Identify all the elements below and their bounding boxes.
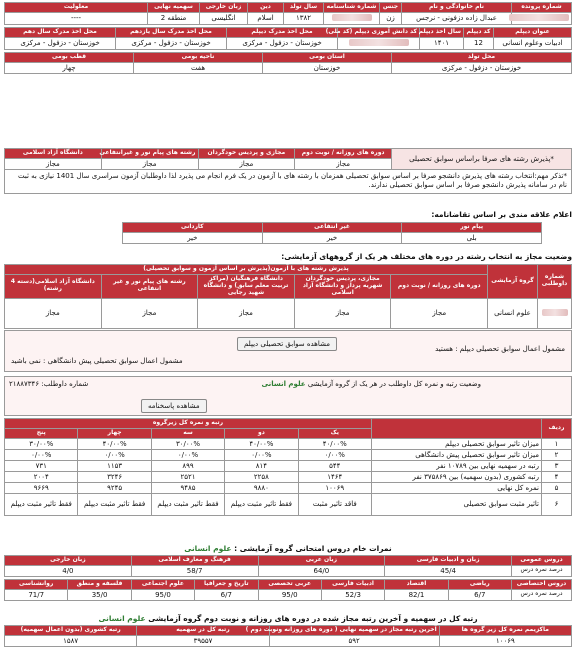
- score-cell: ۴۰/۰۰%: [225, 438, 298, 449]
- status-exam-number: [538, 298, 572, 328]
- score-cell: ۷۳۱: [5, 460, 78, 471]
- diploma-table: [4, 27, 572, 50]
- status-azad: مجاز: [5, 298, 102, 328]
- score-cell: ۰/۰۰%: [225, 449, 298, 460]
- accepted-payamnoor: مجاز: [101, 158, 198, 169]
- status-title: وضعیت مجاز به انتخاب رشته در دوره های مختلف هر یک از گروههای آزمایشی:: [281, 252, 572, 261]
- exam-number-label: شماره داوطلب:: [41, 380, 89, 388]
- foreign-language: انگلیسی: [200, 12, 248, 24]
- score-cell: ۴۰/۰۰%: [298, 438, 371, 449]
- id-number: [324, 12, 380, 24]
- exam-number-value: ۲۱۸۸۷۳۴۶: [9, 380, 40, 388]
- raw-arabic-special: 95/0: [258, 589, 321, 600]
- col-diploma-year: سال اخذ دیپلم: [420, 27, 464, 37]
- native-province: خوزستان: [263, 62, 392, 73]
- final-title-text: رتبه کل در سهمیه و آخرین رتبه مجاز شده در دوره های روزانه و نوبت دوم گروه آزمایشی: [148, 614, 478, 623]
- col-national-rank: رتبه کشوری (بدون اعمال سهمیه): [5, 626, 137, 636]
- score-row-number: ۴: [542, 471, 572, 482]
- accepted-section: [4, 148, 572, 194]
- score-cell: ۳۲۴۶: [78, 471, 151, 482]
- col-islamic: فرهنگ و معارف اسلامی: [131, 556, 258, 566]
- score-row-label: رتبه در سهمیه نهایی بین ۱۰۷۸۹ نفر: [372, 460, 542, 471]
- interest-value-row: [123, 232, 542, 243]
- col-sub3: سه: [151, 428, 224, 438]
- score-cell: ۱۴۶۴: [298, 471, 371, 482]
- score-row: [5, 471, 572, 482]
- col-score-description: [372, 419, 542, 439]
- raw-philosophy: 35/0: [68, 589, 131, 600]
- score-cell: ۰/۰۰%: [298, 449, 371, 460]
- col-row-number: ردیف: [542, 419, 572, 439]
- accepted-table: [4, 148, 572, 170]
- accepted-daytime: مجاز: [295, 158, 392, 169]
- score-row-label: تاثیر مثبت سوابق تحصیلی: [372, 494, 542, 516]
- col-azad: دانشگاه آزاد اسلامی: [5, 149, 102, 159]
- profile-section: [4, 2, 572, 74]
- col-gender: جنس: [380, 3, 402, 13]
- col-disability: معلولیت: [5, 3, 148, 13]
- history-section: [4, 330, 572, 372]
- quota-rank: ۳۹۵۵۷: [137, 635, 269, 646]
- raw-section: [4, 544, 572, 601]
- col-payamnoor: رشته های پیام نور و غیرانتفاعی: [101, 149, 198, 159]
- diploma-header-row: [5, 27, 572, 37]
- raw-title-group: علوم انسانی: [184, 544, 232, 553]
- col-birth-place: محل تولد: [392, 52, 572, 62]
- raw-arabic: 64/0: [258, 565, 385, 576]
- view-answer-sheet-wrap: [141, 399, 207, 413]
- col-persian: زبان و ادبیات فارسی: [385, 556, 512, 566]
- raw-special-row-label: درصد نمره درس: [512, 589, 572, 600]
- col-economics: اقتصاد: [385, 579, 448, 589]
- scores-super-row: [5, 419, 572, 429]
- birth-year: ۱۳۸۲: [284, 12, 324, 24]
- status-virtual: مجاز: [294, 298, 391, 328]
- status-table: [4, 264, 572, 329]
- col-religion: دین: [248, 3, 284, 13]
- col-sub5: پنج: [5, 428, 78, 438]
- diploma-title: ادبیات وعلوم انسانی: [494, 37, 572, 49]
- final-table: [4, 625, 572, 647]
- col-social: علوم اجتماعی: [131, 579, 194, 589]
- score-row-label: رتبه کشوری (بدون سهمیه) بین ۳۷۵۸۶۹ نفر: [372, 471, 542, 482]
- religion: اسلام: [248, 12, 284, 24]
- col-native-region: ناحیه بومی: [134, 52, 263, 62]
- raw-special-label: دروس اختصاصی: [512, 579, 572, 589]
- col-diploma-title: عنوان دیپلم: [494, 27, 572, 37]
- scores-caption-group: علوم انسانی: [261, 380, 306, 388]
- score-row-number: ۲: [542, 449, 572, 460]
- score-cell: ۰/۰۰%: [78, 449, 151, 460]
- col-interest-payamnoor: پیام نور: [402, 223, 542, 233]
- file-number: [512, 12, 572, 24]
- score-row-number: ۶: [542, 494, 572, 516]
- raw-literature: 52/3: [321, 589, 384, 600]
- interest-payamnoor: بلی: [402, 232, 542, 243]
- col-daytime: دوره های روزانه / نوبت دوم: [295, 149, 392, 159]
- score-cell: فاقد تاثیر مثبت: [298, 494, 371, 516]
- raw-special-header-row: [5, 579, 572, 589]
- exam-number-wrap: [9, 380, 88, 388]
- col-native-province: استان بومی: [263, 52, 392, 62]
- raw-general-value-row: [5, 565, 572, 576]
- col-status-payamnoor: رشته های پیام نور و غیر انتفاعی: [101, 274, 198, 298]
- diploma-place: خوزستان - دزفول - مرکزی: [227, 37, 338, 49]
- national-rank: ۱۵۸۷: [5, 635, 137, 646]
- scores-table: [4, 418, 572, 516]
- score-cell: ۰/۰۰%: [5, 449, 78, 460]
- score-cell: ۱۰۰۶۹: [298, 482, 371, 493]
- score-row-label: نمره کل نهایی: [372, 482, 542, 493]
- score-rows: [5, 438, 572, 515]
- accepted-label: *پذیرش رشته های صرفا براساس سوابق تحصیلی: [392, 149, 572, 170]
- col-philosophy: فلسفه و منطق: [68, 579, 131, 589]
- interest-section: [4, 210, 572, 244]
- interest-table: [122, 222, 542, 244]
- profile-table: [4, 2, 572, 25]
- col-history-geo: تاریخ و جغرافیا: [195, 579, 258, 589]
- final-section: [4, 614, 572, 647]
- status-super-header: پذیرش رشته های با آزمون(پذیرش بر اساس آزمون و سوابق تحصیلی): [5, 265, 488, 275]
- raw-foreign: 4/0: [5, 565, 132, 576]
- final-header-row: [5, 626, 572, 636]
- score-cell: فقط تاثیر مثبت دیپلم: [151, 494, 224, 516]
- raw-general-header-row: [5, 556, 572, 566]
- score-cell: فقط تاثیر مثبت دیپلم: [78, 494, 151, 516]
- raw-islamic: 58/7: [131, 565, 258, 576]
- score-cell: ۳۰/۰۰%: [151, 438, 224, 449]
- native-pole: چهار: [5, 62, 134, 73]
- score-row: [5, 494, 572, 516]
- preuni-history-label: مشمول اعمال سوابق تحصیلی پیش دانشگاهی :: [43, 357, 183, 365]
- score-cell: ۲۰۰۴: [5, 471, 78, 482]
- diploma-history-label: مشمول اعمال سوابق تحصیلی دیپلم :: [455, 345, 565, 353]
- raw-title-prefix: نمرات خام دروس امتحانی گروه آزمایشی :: [234, 544, 392, 553]
- score-cell: ۴۰/۰۰%: [78, 438, 151, 449]
- score-cell: ۰/۰۰%: [151, 449, 224, 460]
- score-row: [5, 449, 572, 460]
- status-exam-group: علوم انسانی: [488, 298, 538, 328]
- status-super-row: [5, 265, 572, 275]
- raw-math: 6/7: [448, 589, 511, 600]
- col-interest-nonprofit: غیر انتفاعی: [262, 223, 402, 233]
- raw-general-table: [4, 555, 572, 577]
- col-quota-rank: رتبه کل در سهمیه: [137, 626, 269, 636]
- score-row-number: ۱: [542, 438, 572, 449]
- col-literature: ادبیات فارسی: [321, 579, 384, 589]
- col-arabic-special: عربی تخصصی: [258, 579, 321, 589]
- final-value-row: [5, 635, 572, 646]
- raw-social: 95/0: [131, 589, 194, 600]
- scores-caption: [4, 376, 572, 416]
- native-region: هفت: [134, 62, 263, 73]
- profile-header-row: [5, 3, 572, 13]
- col-sub2: دو: [225, 428, 298, 438]
- raw-history-geo: 6/7: [195, 589, 258, 600]
- col-sub4: چهار: [78, 428, 151, 438]
- status-section: [4, 252, 572, 329]
- scores-super-header: رتبه و نمره کل زیرگروه: [5, 419, 372, 429]
- col-interest-associate: کاردانی: [123, 223, 263, 233]
- score-row-label: میزان تاثیر سوابق تحصیلی دیپلم: [372, 438, 542, 449]
- col-student-code: کد دانش آموزی دیپلم (کد ملی): [338, 27, 420, 37]
- col-10th-place: محل اخذ مدرک سال دهم: [5, 27, 116, 37]
- score-cell: ۵۴۴: [298, 460, 371, 471]
- score-cell: ۹۲۴۵: [78, 482, 151, 493]
- max-score: ۱۰۰۶۹: [439, 635, 571, 646]
- raw-general-row-label: درصد نمره درس: [512, 565, 572, 576]
- profile-value-row: [5, 12, 572, 24]
- interest-title: اعلام علاقه مندی بر اساس تقاضانامه:: [431, 210, 572, 219]
- col-id-number: شماره شناسنامه: [324, 3, 380, 13]
- native-header-row: [5, 52, 572, 62]
- diploma-year: ۱۴۰۱: [420, 37, 464, 49]
- status-payamnoor: مجاز: [101, 298, 198, 328]
- score-row-number: ۳: [542, 460, 572, 471]
- full-name: عبدال زاده دزفونی - نرجس: [402, 12, 512, 24]
- status-value-row: [5, 298, 572, 328]
- birth-place: خوزستان - دزفول - مرکزی: [392, 62, 572, 73]
- col-math: ریاضی: [448, 579, 511, 589]
- score-row: [5, 460, 572, 471]
- diploma-history-value: هستید: [435, 345, 453, 353]
- accepted-virtual: مجاز: [198, 158, 295, 169]
- native-table: [4, 52, 572, 74]
- preuni-history-value: نمی باشید: [11, 357, 41, 365]
- col-status-virtual: مجازی، پردیس خودگردان شهریه پرداز و دانشگاه آزاد اسلامی: [294, 274, 391, 298]
- score-row: [5, 482, 572, 493]
- final-quota: منطقه 2: [148, 12, 200, 24]
- scores-caption-label: وضعیت رتبه و نمره کل داوطلب در هر یک از گروه آزمایشی: [307, 380, 481, 388]
- raw-title: [4, 544, 572, 553]
- diploma-history-status: [435, 345, 565, 353]
- score-cell: ۸۱۴: [225, 460, 298, 471]
- col-psychology: روانشناسی: [5, 579, 68, 589]
- interest-associate: خیر: [123, 232, 263, 243]
- col-virtual: مجازی و پردیس خودگردان: [198, 149, 295, 159]
- score-cell: ۲۲۵۸: [225, 471, 298, 482]
- score-cell: ۹۶۶۹: [5, 482, 78, 493]
- col-foreign: زبان خارجی: [5, 556, 132, 566]
- col-file-number: شماره پرونده: [512, 3, 572, 13]
- view-diploma-history-button[interactable]: مشاهده سوابق تحصیلی دیپلم: [237, 337, 337, 351]
- col-exam-number: شماره داوطلبی: [538, 265, 572, 299]
- status-farhangian: مجاز: [198, 298, 295, 328]
- final-title: [4, 614, 572, 623]
- col-last-rank: آخرین رتبه مجاز در سهمیه نهایی ( دوره های روزانه ونوبت دوم ): [269, 626, 439, 636]
- col-native-pole: قطب بومی: [5, 52, 134, 62]
- raw-special-table: [4, 579, 572, 601]
- score-cell: ۹۸۸۰: [225, 482, 298, 493]
- view-diploma-history-wrap: [237, 337, 337, 351]
- status-daytime: مجاز: [391, 298, 488, 328]
- diploma-code: 12: [464, 37, 494, 49]
- 10th-place: خوزستان - دزفول - مرکزی: [5, 37, 116, 49]
- accepted-azad: مجاز: [5, 158, 102, 169]
- preuni-history-status: [11, 357, 183, 365]
- raw-psychology: 71/7: [5, 589, 68, 600]
- score-row-label: میزان تاثیر سوابق تحصیلی پیش دانشگاهی: [372, 449, 542, 460]
- col-foreign-language: زبان خارجی: [200, 3, 248, 13]
- col-sub1: یک: [298, 428, 371, 438]
- raw-general-label: دروس عمومی: [512, 556, 572, 566]
- raw-economics: 82/1: [385, 589, 448, 600]
- col-status-daytime: دوره های روزانه / نوبت دوم: [391, 274, 488, 298]
- col-final-quota: سهمیه نهایی: [148, 3, 200, 13]
- scores-caption-text: [262, 380, 482, 388]
- col-exam-group: گروه آزمایشی: [488, 265, 538, 299]
- score-cell: فقط تاثیر مثبت دیپلم: [5, 494, 78, 516]
- interest-nonprofit: خیر: [262, 232, 402, 243]
- interest-header-row: [123, 223, 542, 233]
- col-arabic: زبان عربی: [258, 556, 385, 566]
- scores-section: [4, 376, 572, 516]
- col-diploma-code: کد دیپلم: [464, 27, 494, 37]
- score-cell: ۸۹۹: [151, 460, 224, 471]
- accepted-header-row: [5, 149, 572, 159]
- col-full-name: نام خانوادگی و نام: [402, 3, 512, 13]
- col-max-score: ماکزیمم نمره کل زیر گروه ها: [439, 626, 571, 636]
- col-status-farhangian: دانشگاه فرهنگیان (مراکز تربیت معلم سابق) و دانشگاه شهید رجایی: [198, 274, 295, 298]
- important-note: *تذکر مهم:انتخاب رشته های پذیرش دانشجو صرفا بر اساس سوابق تحصیلی همزمان با رشته های با آزمون در یک فرم انجام می پذیرد لذا داوطلبان آزمون سراسری سال 1401 نیازی به ثبت نام در سامانه پذیرش دانشجو صرفا بر اساس سوابق تحصیلی ندارند.: [4, 170, 572, 194]
- score-cell: ۳۰/۰۰%: [5, 438, 78, 449]
- diploma-value-row: [5, 37, 572, 49]
- status-header-row: [5, 274, 572, 298]
- disability: ----: [5, 12, 148, 24]
- score-row-number: ۵: [542, 482, 572, 493]
- col-birth-year: سال تولد: [284, 3, 324, 13]
- view-answer-sheet-button[interactable]: مشاهده پاسخنامه: [141, 399, 207, 413]
- final-title-group: علوم انسانی: [98, 614, 146, 623]
- raw-persian: 45/4: [385, 565, 512, 576]
- last-rank: ۵۹۲: [269, 635, 439, 646]
- score-row: [5, 438, 572, 449]
- score-cell: فقط تاثیر مثبت دیپلم: [225, 494, 298, 516]
- native-value-row: [5, 62, 572, 73]
- col-diploma-place: محل اخذ مدرک دیپلم: [227, 27, 338, 37]
- col-status-azad: دانشگاه آزاد اسلامی(دسته 4 رشته): [5, 274, 102, 298]
- score-cell: ۲۵۲۱: [151, 471, 224, 482]
- score-cell: ۹۴۸۵: [151, 482, 224, 493]
- col-11th-place: محل اخذ مدرک سال یازدهم: [116, 27, 227, 37]
- score-cell: ۱۱۵۳: [78, 460, 151, 471]
- 11th-place: خوزستان - دزفول - مرکزی: [116, 37, 227, 49]
- raw-special-value-row: [5, 589, 572, 600]
- gender: زن: [380, 12, 402, 24]
- student-code: [338, 37, 420, 49]
